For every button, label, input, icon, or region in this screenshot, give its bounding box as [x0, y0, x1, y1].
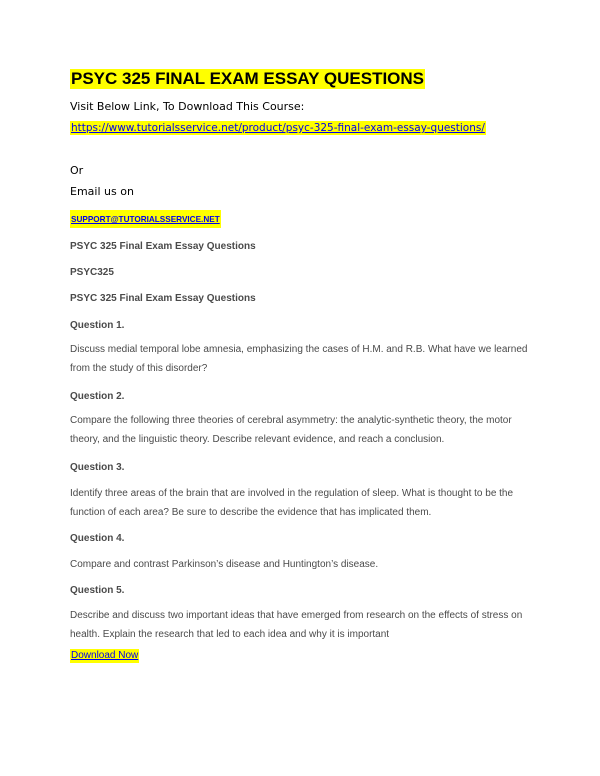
course-link[interactable]: https://www.tutorialsservice.net/product/psyc-325-final-exam-essay-questions/	[71, 122, 485, 134]
question-4-heading: Question 4.	[70, 533, 125, 544]
course-code: PSYC325	[70, 267, 114, 278]
page-title: PSYC 325 FINAL EXAM ESSAY QUESTIONS	[71, 69, 425, 88]
question-3-heading: Question 3.	[70, 462, 125, 473]
question-1-text: Discuss medial temporal lobe amnesia, emphasizing the cases of H.M. and R.B. What have we learned from the study of this disorder?	[70, 344, 528, 374]
support-email-link[interactable]: SUPPORT@TUTORIALSSERVICE.NET	[70, 210, 221, 228]
question-2-heading: Question 2.	[70, 391, 125, 402]
question-2-text: Compare the following three theories of cerebral asymmetry: the analytic-synthetic theory, the motor theory, and the linguistic theory. Describe relevant evidence, and reach a conclusion.	[70, 415, 512, 445]
or-text: Or	[70, 164, 84, 177]
question-5-heading: Question 5.	[70, 585, 125, 596]
subtitle-2: PSYC 325 Final Exam Essay Questions	[70, 293, 256, 304]
question-5-text: Describe and discuss two important ideas that have emerged from research on the effects of stress on health. Explain the research that led to each idea and why it is important	[70, 610, 523, 640]
download-now-link[interactable]: Download Now	[71, 650, 139, 661]
question-1-heading: Question 1.	[70, 320, 125, 331]
question-4-text: Compare and contrast Parkinson’s disease and Huntington’s disease.	[70, 559, 379, 570]
visit-text: Visit Below Link, To Download This Course:	[70, 100, 305, 113]
question-3-text: Identify three areas of the brain that are involved in the regulation of sleep. What is thought to be the function of each area? Be sure to describe the evidence that has implicated them.	[70, 488, 514, 518]
email-prompt: Email us on	[70, 185, 134, 198]
subtitle-1: PSYC 325 Final Exam Essay Questions	[70, 241, 256, 252]
